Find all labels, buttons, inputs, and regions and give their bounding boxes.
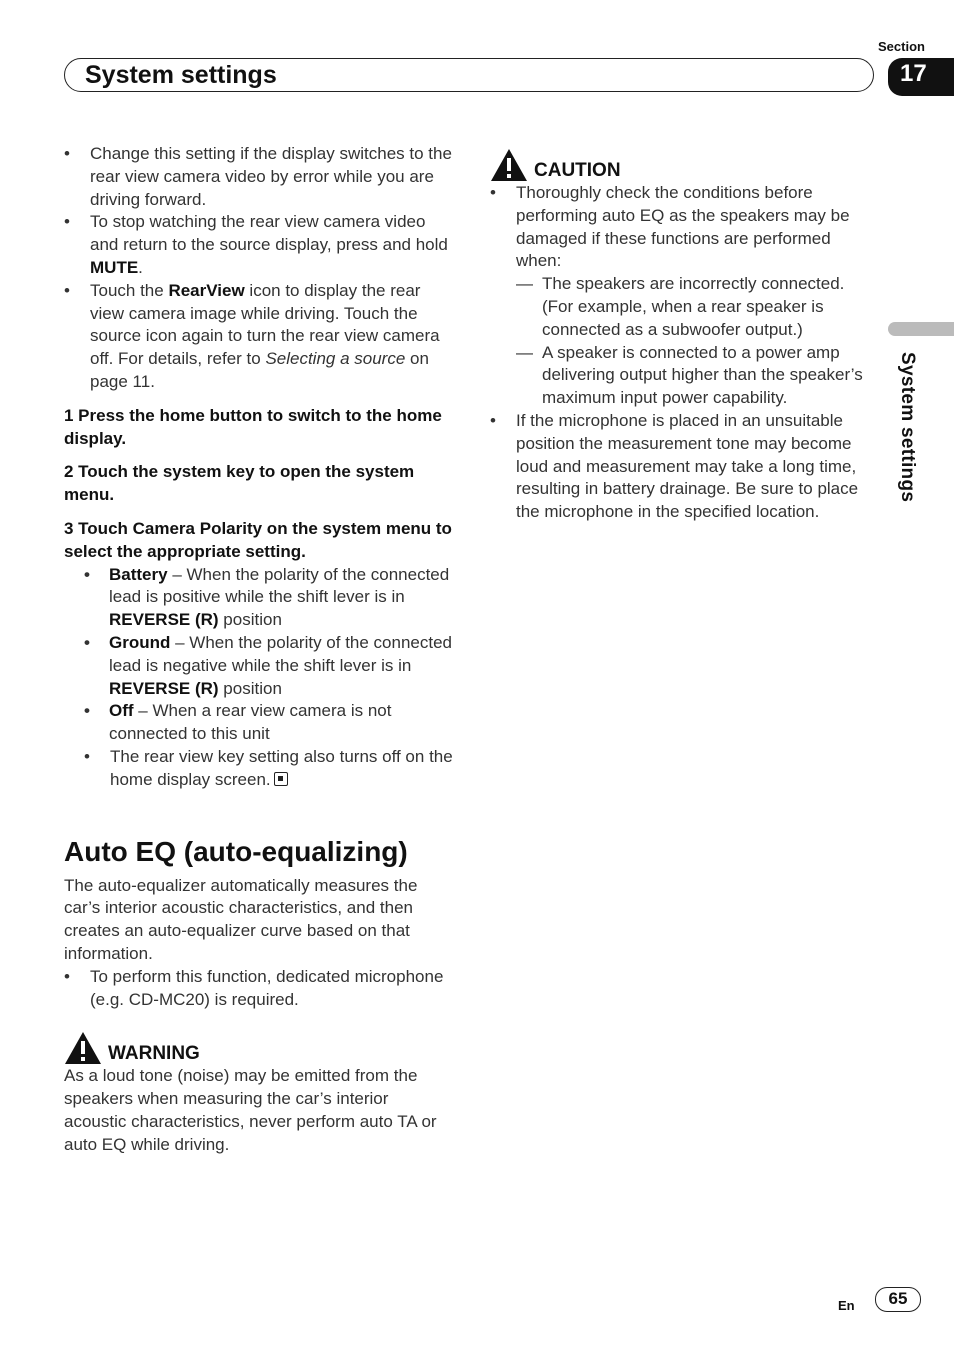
- list-item: • The rear view key setting also turns off on the home display screen.: [84, 746, 454, 792]
- side-tab-label: System settings: [897, 352, 918, 503]
- section-heading: Auto EQ (auto-equalizing): [64, 835, 408, 867]
- language-label: En: [838, 1298, 855, 1313]
- side-tab-marker: [888, 322, 954, 336]
- list-item: — A speaker is connected to a power amp delivering output higher than the speaker’s maximum input power capability.: [516, 342, 880, 410]
- step-3: 3 Touch Camera Polarity on the system menu to select the appropriate setting.: [64, 518, 452, 561]
- list-item: • Touch the RearView icon to display the rear view camera image while driving. Touch the source icon again to turn the rear view camera off. For details, refer to Selecting a source on page 11.: [64, 280, 454, 394]
- list-item: • To stop watching the rear view camera video and return to the source display, press and hold MUTE.: [64, 211, 454, 279]
- list-item: — The speakers are incorrectly connected. (For example, when a rear speaker is connected as a subwoofer output.): [516, 273, 880, 341]
- section-label: Section: [878, 39, 925, 54]
- intro-bullet-list: [64, 143, 454, 394]
- caution-list: [490, 182, 880, 524]
- note-list: [64, 746, 454, 792]
- header-bar: [64, 58, 874, 92]
- section-number-badge: 17: [888, 58, 954, 96]
- end-of-section-icon: [274, 772, 288, 786]
- option-list: [64, 564, 454, 746]
- list-item: • If the microphone is placed in an unsuitable position the measurement tone may become loud and measurement may take a long time, resulting in battery drainage. Be sure to place the microphone in the specified location.: [490, 410, 880, 524]
- list-item: • Thoroughly check the conditions before performing auto EQ as the speakers may be damaged if these functions are performed when: — The speakers are incorrectly connected. (For example, when a rear speaker is connected as a subwoofer output.) — A speaker is connected to a power amp delivering output higher than the speaker’s maximum input power capability.: [490, 182, 880, 410]
- caution-icon: [490, 148, 528, 182]
- left-column: [64, 143, 454, 1156]
- condition-list: [516, 273, 880, 410]
- list-item: • To perform this function, dedicated microphone (e.g. CD-MC20) is required.: [64, 966, 454, 1012]
- right-column: [490, 148, 880, 524]
- option-battery: • Battery – When the polarity of the connected lead is positive while the shift lever is in REVERSE (R) position: [84, 564, 454, 632]
- page-number: 65: [875, 1287, 921, 1312]
- warning-icon: [64, 1031, 102, 1065]
- caution-header: [490, 148, 880, 182]
- warning-text: As a loud tone (noise) may be emitted from the speakers when measuring the car’s interior acoustic characteristics, never perform auto TA or auto EQ while driving.: [64, 1066, 437, 1154]
- page-title: System settings: [85, 61, 277, 89]
- step-1: 1 Press the home button to switch to the home display.: [64, 405, 442, 448]
- warning-title: WARNING: [108, 1043, 200, 1065]
- requirement-list: [64, 966, 454, 1012]
- option-ground: • Ground – When the polarity of the connected lead is negative while the shift lever is in REVERSE (R) position: [84, 632, 454, 700]
- intro-paragraph: The auto-equalizer automatically measures the car’s interior acoustic characteristics, and then creates an auto-equalizer curve based on that information.: [64, 875, 418, 963]
- list-item: • Change this setting if the display switches to the rear view camera video by error while you are driving forward.: [64, 143, 454, 211]
- caution-title: CAUTION: [534, 160, 621, 181]
- step-2: 2 Touch the system key to open the system menu.: [64, 462, 415, 505]
- warning-header: [64, 1031, 454, 1065]
- option-off: • Off – When a rear view camera is not connected to this unit: [84, 700, 454, 746]
